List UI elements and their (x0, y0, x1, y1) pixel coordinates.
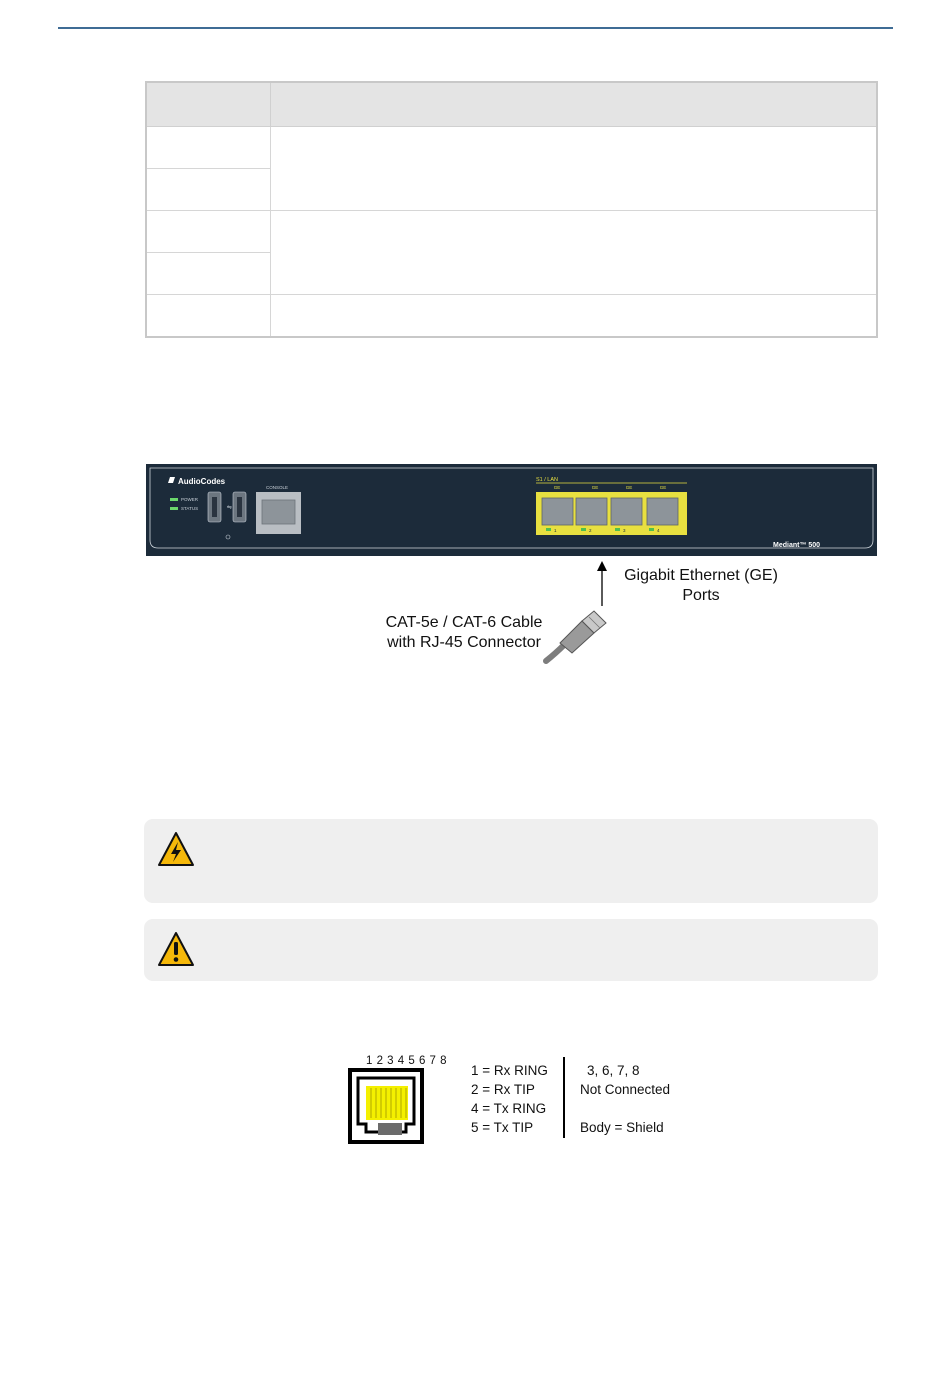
rj45-jack-icon (348, 1068, 424, 1144)
ge-port-label: GE (553, 485, 561, 490)
table-cell (271, 295, 878, 338)
table-cell (271, 211, 878, 295)
ge-port-number: 1 (554, 528, 557, 533)
table-cell (271, 127, 878, 211)
cable-caption (365, 613, 563, 653)
warning-icon (157, 931, 195, 967)
ge-ports-caption-line2: Ports (682, 587, 720, 604)
body-shield-label: Body = Shield (580, 1120, 664, 1135)
ge-ports-caption (612, 566, 790, 606)
model-label: Mediant™ 500 (773, 542, 821, 549)
ge-port-label: GE (659, 485, 667, 490)
ge-ports-caption-line1: Gigabit Ethernet (GE) (624, 567, 778, 584)
not-connected-label: Not Connected (580, 1082, 671, 1097)
pin-numbers: 1 2 3 4 5 6 7 8 (366, 1055, 448, 1067)
table-header-cell (271, 82, 878, 127)
brand-label: AudioCodes (178, 477, 226, 486)
cable-caption-line2: with RJ-45 Connector (387, 634, 541, 651)
arrow-up-icon (596, 561, 608, 607)
usb-icon: ⇋ (227, 504, 233, 511)
lan-label: S1 / LAN (536, 477, 559, 483)
table-row (146, 127, 877, 169)
header-rule (58, 27, 893, 29)
ge-port-label: GE (625, 485, 633, 490)
power-label: POWER (181, 497, 199, 502)
ge-port (647, 498, 678, 525)
pin-assignment-1: 1 = Rx RING (471, 1063, 548, 1078)
status-label: STATUS (181, 506, 199, 511)
table-header-cell (146, 82, 271, 127)
rj45-pinout-diagram (348, 1052, 688, 1148)
device-front-panel (146, 464, 877, 556)
ge-port (576, 498, 607, 525)
pin-assignment-4: 4 = Tx RING (471, 1101, 547, 1116)
table-cell (146, 253, 271, 295)
power-led (170, 498, 178, 501)
info-table (145, 81, 878, 338)
table-cell (146, 295, 271, 338)
ge-port-number: 3 (623, 528, 626, 533)
caution-note (144, 919, 878, 981)
ge-port (611, 498, 642, 525)
table-row (146, 295, 877, 338)
electric-hazard-icon (157, 831, 195, 867)
pin-assignment-2: 2 = Rx TIP (471, 1082, 535, 1097)
table-header-row (146, 82, 877, 127)
pin-assignment-5: 5 = Tx TIP (471, 1120, 534, 1135)
ge-port (542, 498, 573, 525)
pinout-divider (563, 1057, 565, 1138)
console-label: CONSOLE (266, 485, 289, 490)
table-cell (146, 127, 271, 169)
unused-pins: 3, 6, 7, 8 (587, 1063, 640, 1078)
table-row (146, 211, 877, 253)
table-cell (146, 211, 271, 253)
electrical-warning-note (144, 819, 878, 903)
cable-caption-line1: CAT-5e / CAT-6 Cable (385, 614, 543, 631)
ge-port-number: 2 (589, 528, 592, 533)
ge-port-label: GE (591, 485, 599, 490)
ge-port-number: 4 (657, 528, 660, 533)
table-cell (146, 169, 271, 211)
status-led (170, 507, 178, 510)
